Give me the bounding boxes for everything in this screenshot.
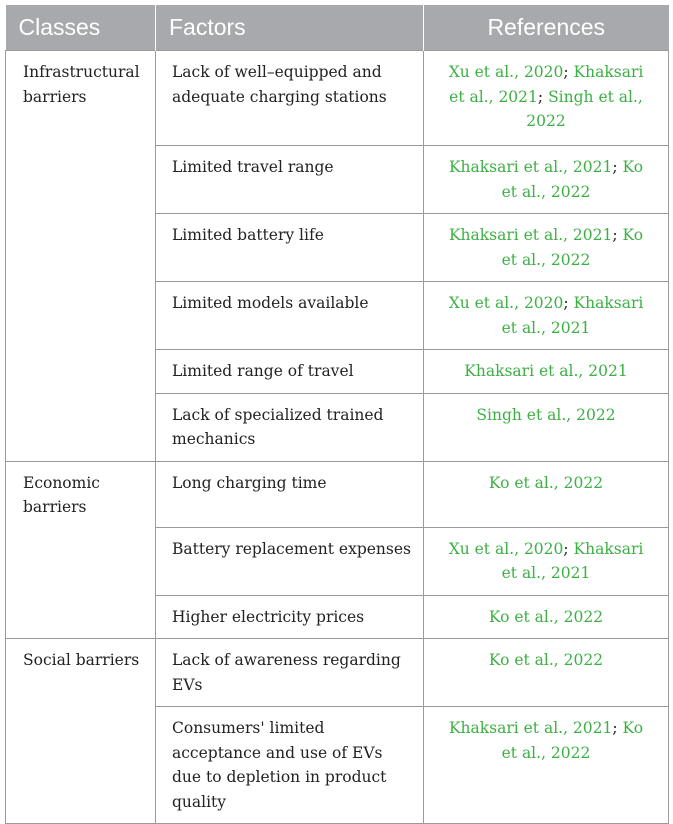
citation-link[interactable]: Xu et al., 2020 — [448, 539, 564, 558]
citation-link[interactable]: Khaksari et al., 2021 — [501, 539, 644, 582]
header-classes: Classes — [6, 5, 156, 51]
class-cell: Infrastructural barriers — [6, 51, 156, 462]
references-cell — [424, 527, 669, 595]
citation-link[interactable]: Ko et al., 2022 — [501, 226, 644, 269]
citation-link[interactable]: Singh et al., 2022 — [526, 87, 643, 130]
references-cell — [424, 595, 669, 639]
citation-link[interactable]: Ko et al., 2022 — [488, 651, 604, 669]
factor-cell: Higher electricity prices — [156, 595, 424, 639]
factor-cell: Limited range of travel — [156, 350, 424, 394]
citation-link[interactable]: Ko et al., 2022 — [488, 607, 604, 626]
citation-separator: ; — [612, 719, 623, 737]
references-cell — [424, 461, 669, 527]
citation-link[interactable]: Ko et al., 2022 — [501, 719, 644, 762]
citation-link[interactable]: Khaksari et al., 2021 — [448, 158, 613, 176]
factor-cell: Consumers' limited acceptance and use of EVs due to depletion in product quality — [156, 707, 424, 824]
citation-separator: ; — [563, 63, 574, 81]
references-cell — [424, 146, 669, 214]
table-row — [6, 461, 669, 527]
references-cell — [424, 282, 669, 350]
citation-link[interactable]: Khaksari et al., 2021 — [501, 294, 644, 337]
factor-cell: Lack of well–equipped and adequate charging stations — [156, 51, 424, 146]
references-cell — [424, 639, 669, 707]
factor-cell: Lack of awareness regarding EVs — [156, 639, 424, 707]
citation-link[interactable]: Khaksari et al., 2021 — [464, 362, 628, 380]
citation-link[interactable]: Singh et al., 2022 — [476, 405, 616, 424]
citation-separator: ; — [612, 226, 623, 244]
table-row — [6, 639, 669, 707]
factor-cell: Lack of specialized trained mechanics — [156, 393, 424, 461]
header-factors: Factors — [156, 5, 424, 51]
citation-link[interactable]: Ko et al., 2022 — [501, 158, 644, 201]
header-references: References — [424, 5, 669, 51]
references-cell — [424, 51, 669, 146]
citation-separator: ; — [612, 158, 623, 176]
citation-link[interactable]: Khaksari et al., 2021 — [448, 226, 613, 244]
citation-separator: ; — [563, 539, 574, 558]
citation-separator: ; — [563, 294, 574, 312]
factor-cell: Long charging time — [156, 461, 424, 527]
citation-link[interactable]: Khaksari et al., 2021 — [449, 63, 644, 106]
class-cell: Social barriers — [6, 639, 156, 824]
barriers-table — [5, 5, 669, 824]
references-cell — [424, 350, 669, 394]
references-cell — [424, 214, 669, 282]
citation-link[interactable]: Ko et al., 2022 — [488, 473, 604, 492]
header-row — [6, 5, 669, 51]
table-body — [6, 51, 669, 824]
citation-separator: ; — [537, 87, 549, 106]
citation-link[interactable]: Xu et al., 2020 — [448, 294, 564, 312]
citation-link[interactable]: Xu et al., 2020 — [448, 63, 564, 81]
references-cell — [424, 393, 669, 461]
factor-cell: Battery replacement expenses — [156, 527, 424, 595]
references-cell — [424, 707, 669, 824]
citation-link[interactable]: Khaksari et al., 2021 — [448, 719, 613, 737]
class-cell: Economic barriers — [6, 461, 156, 639]
factor-cell: Limited battery life — [156, 214, 424, 282]
table-row — [6, 51, 669, 146]
factor-cell: Limited travel range — [156, 146, 424, 214]
factor-cell: Limited models available — [156, 282, 424, 350]
